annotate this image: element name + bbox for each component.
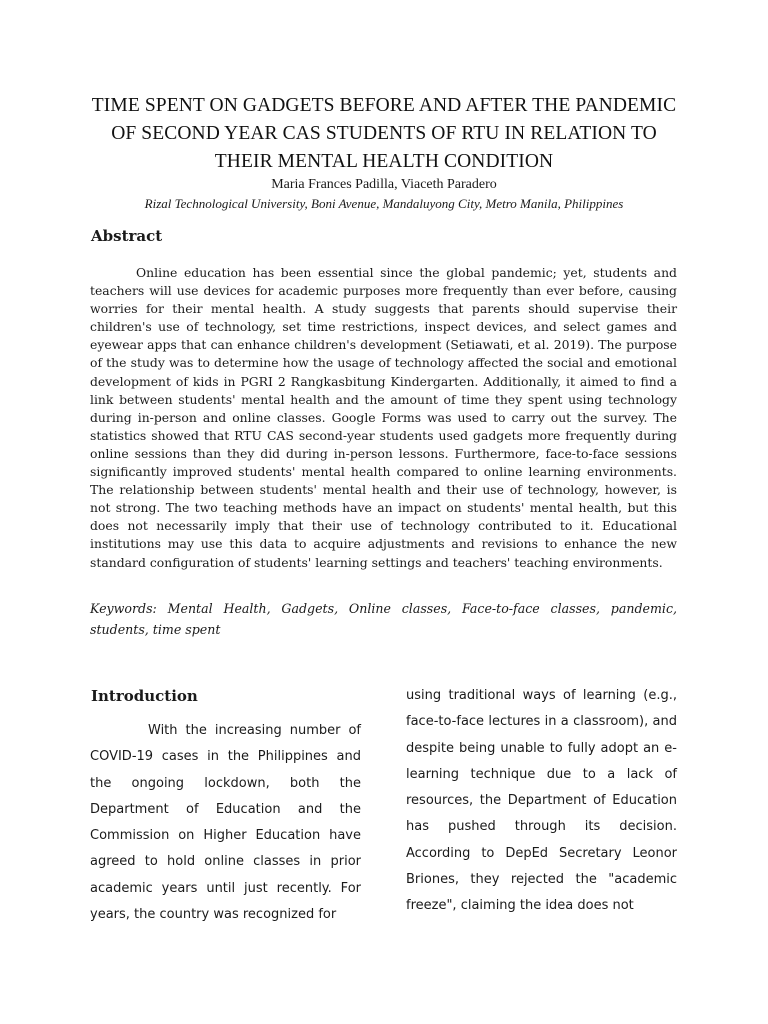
abstract-heading: Abstract [91,227,163,245]
introduction-right-column: using traditional ways of learning (e.g., face-to-face lectures in a classroom), and despite being unable to fully adopt an e-learning technique due to a lack of resources, the Department of Education has pushed through its decision. According to DepEd Secretary Leonor Briones, they rejected the "academic freeze", claiming the idea does not [406,688,677,914]
introduction-left-column: With the increasing number of COVID-19 cases in the Philippines and the ongoing lockdown, both the Department of Education and the Commission on Higher Education have agreed to hold online classes in prior academic years until just recently. For years, the country was recognized for [90,723,361,923]
abstract-body: Online education has been essential since the global pandemic; yet, students and teachers will use devices for academic purposes more frequently than ever before, causing worries for their mental health. A study suggests that parents should supervise their children's use of technology, set time restrictions, inspect devices, and select games and eyewear apps that can enhance children's development (Setiawati, et al. 2019). The purpose of the study was to determine how the usage of technology affected the social and emotional development of kids in PGRI 2 Rangkasbitung Kindergarten. Additionally, it aimed to find a link between students' mental health and the amount of time they spent using technology during in-person and online classes. Google Forms was used to carry out the survey. The statistics showed that RTU CAS second-year students used gadgets more frequently during online sessions than they did during in-person lessons. Furthermore, face-to-face sessions significantly improved students' mental health compared to online learning environments. The relationship between students' mental health and their use of technology, however, is not strong. The two teaching methods have an impact on students' mental health, but this does not necessarily imply that their use of technology contributed to it. Educational institutions may use this data to acquire adjustments and revisions to enhance the new standard configuration of students' learning settings and teachers' teaching environments. [90,265,677,570]
keywords: Keywords: Mental Health, Gadgets, Online classes, Face-to-face classes, pandemic, students, time spent [90,601,677,637]
introduction-heading: Introduction [91,687,198,705]
paper-title: TIME SPENT ON GADGETS BEFORE AND AFTER THE PANDEMIC OF SECOND YEAR CAS STUDENTS OF RTU IN RELATION TO THEIR MENTAL HEALTH CONDITION [91,95,677,172]
paper-authors: Maria Frances Padilla, Viaceth Paradero [271,177,497,192]
paper-affiliation: Rizal Technological University, Boni Avenue, Mandaluyong City, Metro Manila, Philippines [144,196,624,211]
